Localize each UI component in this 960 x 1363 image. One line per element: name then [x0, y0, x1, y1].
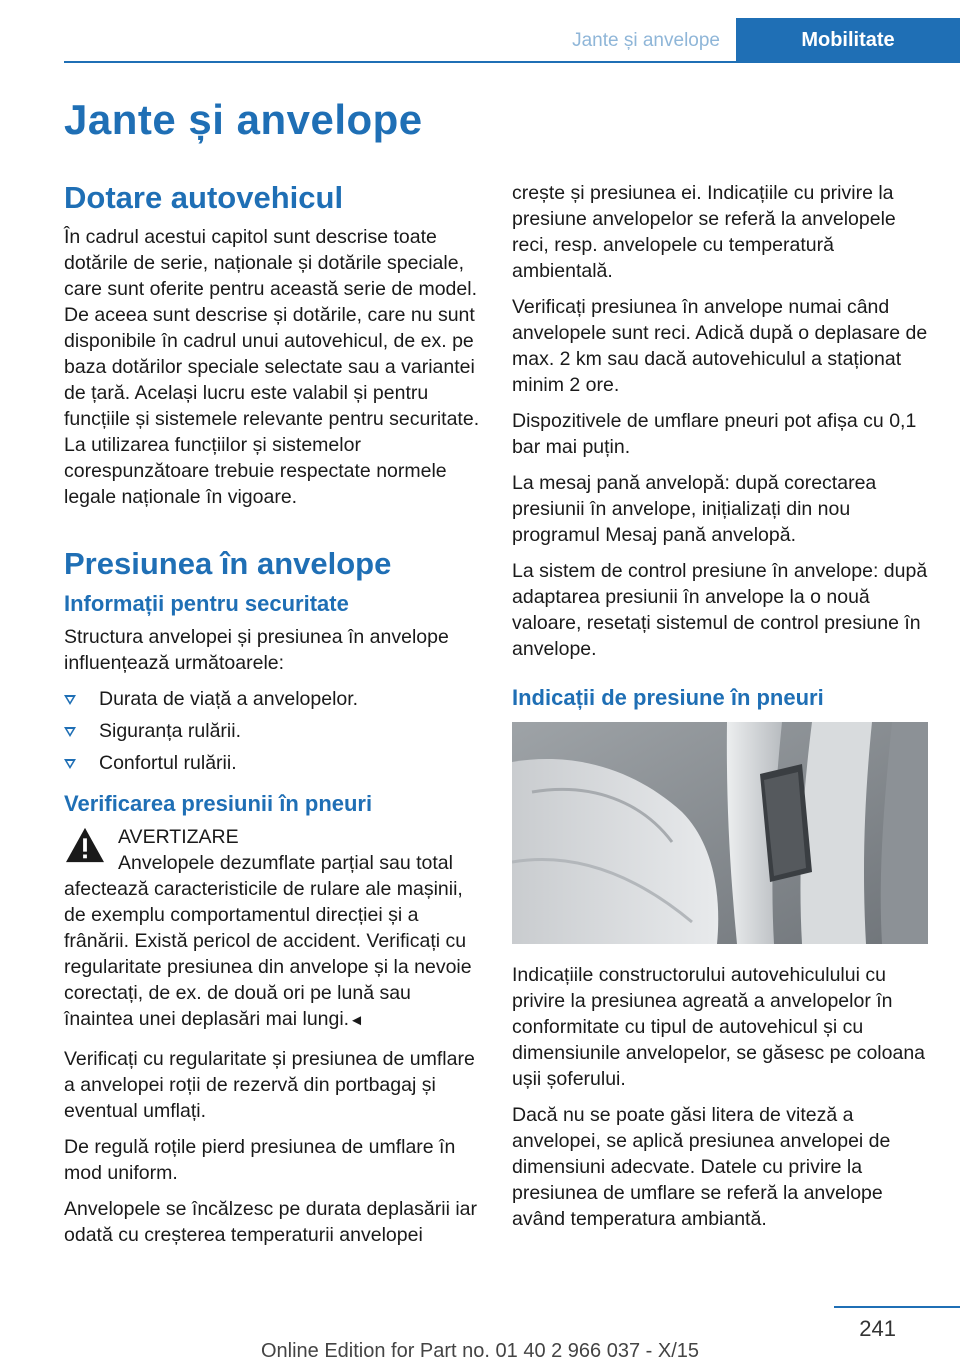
- bullet-triangle-icon: [64, 759, 76, 769]
- safety-heading: Informații pentru securitate: [64, 591, 349, 616]
- list-item: Siguranța rulării.: [64, 718, 480, 744]
- left-column: [64, 180, 480, 1258]
- chapter-tab: Mobilitate: [736, 18, 960, 62]
- section-heading-vehicle-equipment: Dotare autovehicul: [64, 180, 344, 215]
- page-header: [0, 0, 960, 62]
- end-mark-icon: ◄: [349, 1012, 364, 1029]
- spare-wheel-paragraph: Verificați cu regularitate și presiunea de umflare a anvelopei roții de rezervă din portbagaj și eventual umflați.: [64, 1048, 475, 1122]
- flat-tire-message-paragraph: La mesaj pană anvelopă: după corectarea presiunii în anvelope, inițializați din nou programul Mesaj pană anvelopă.: [512, 472, 877, 546]
- warning-box: [64, 824, 480, 1034]
- pressure-continuation-paragraph: crește și presiunea ei. Indicațiile cu privire la presiune anvelopelor se referă la anvelopele reci, resp. anvelopele cu temperatură ambientală.: [512, 182, 896, 282]
- bullet-triangle-icon: [64, 695, 76, 705]
- edition-footer: Online Edition for Part no. 01 40 2 966 037 - X/15: [260, 1340, 700, 1362]
- cold-tires-paragraph: Verificați presiunea în anvelope numai când anvelopele sunt reci. Adică după o deplasare de max. 2 km sau dacă autovehiculul a staționat minim 2 ore.: [512, 296, 928, 396]
- equipment-paragraph: În cadrul acestui capitol sunt descrise toate dotările de serie, naționale și dotările speciale, care sunt oferite pentru această serie de model. De aceea sunt descrise și dotările, care nu sunt disponibile în cadrul unui autovehicul, de ex. pe baza dotărilor speciale selectate sau a variantei de țară. Același lucru este valabil și pentru funcțiile și sistemele relevante pentru securitate. La utilizarea funcțiilor și sistemelor corespunzătoare trebuie respectate normele legale naționale în vigoare.: [64, 226, 480, 508]
- list-item: Durata de viață a anvelopelor.: [64, 686, 480, 712]
- page-number: 241: [859, 1316, 896, 1341]
- list-item: Confortul rulării.: [64, 750, 480, 776]
- uniform-loss-paragraph: De regulă roțile pierd presiunea de umflare în mod uniform.: [64, 1136, 456, 1184]
- safety-list: [64, 686, 480, 776]
- speed-letter-paragraph: Dacă nu se poate găsi litera de viteză a anvelopei, se aplică presiunea anvelopei de dimensiuni adecvate. Datele cu privire la presiunea de umflare se referă la anvelope având temperatura ambiantă.: [512, 1104, 891, 1230]
- pressure-indications-heading: Indicații de presiune în pneuri: [512, 685, 824, 710]
- pressure-control-paragraph: La sistem de control presiune în anvelope: după adaptarea presiunii în anvelope la o nouă valoare, resetați sistemul de control presiune în anvelope.: [512, 560, 928, 660]
- check-pressure-heading: Verificarea presiunii în pneuri: [64, 791, 373, 816]
- warning-text: Anvelopele dezumflate parțial sau total afectează caracteristicile de rulare ale mașinii, de exemplu comportamentul direcției și a frânării. Există pericol de accident. Verificați cu regularitate presiunea din anvelope și la nevoie corectați, de ex. de două ori pe lună sau înaintea unei deplasări mai lungi.◄: [64, 852, 472, 1030]
- inflation-devices-paragraph: Dispozitivele de umflare pneuri pot afișa cu 0,1 bar mai puțin.: [512, 410, 917, 458]
- warning-title: AVERTIZARE: [118, 826, 239, 848]
- heating-paragraph: Anvelopele se încălzesc pe durata deplasării iar odată cu creșterea temperaturii anvelopei: [64, 1198, 477, 1246]
- page-title: Jante și anvelope: [64, 96, 423, 143]
- header-rule: [64, 61, 960, 63]
- door-pillar-photo: [512, 722, 928, 944]
- warning-triangle-icon: [64, 826, 106, 864]
- bullet-triangle-icon: [64, 727, 76, 737]
- breadcrumb: Jante și anvelope: [572, 30, 720, 51]
- safety-intro: Structura anvelopei și presiunea în anvelope influențează următoarele:: [64, 626, 449, 674]
- door-pillar-paragraph: Indicațiile constructorului autovehiculului cu privire la presiunea agreată a anvelopelor în conformitate cu tipul de autovehicul și cu dimensiunile anvelopelor, se găsesc pe coloana ușii șoferului.: [512, 964, 926, 1090]
- right-column: [512, 180, 928, 1242]
- footer-rule: [834, 1306, 960, 1308]
- section-heading-tire-pressure: Presiunea în anvelope: [64, 546, 392, 581]
